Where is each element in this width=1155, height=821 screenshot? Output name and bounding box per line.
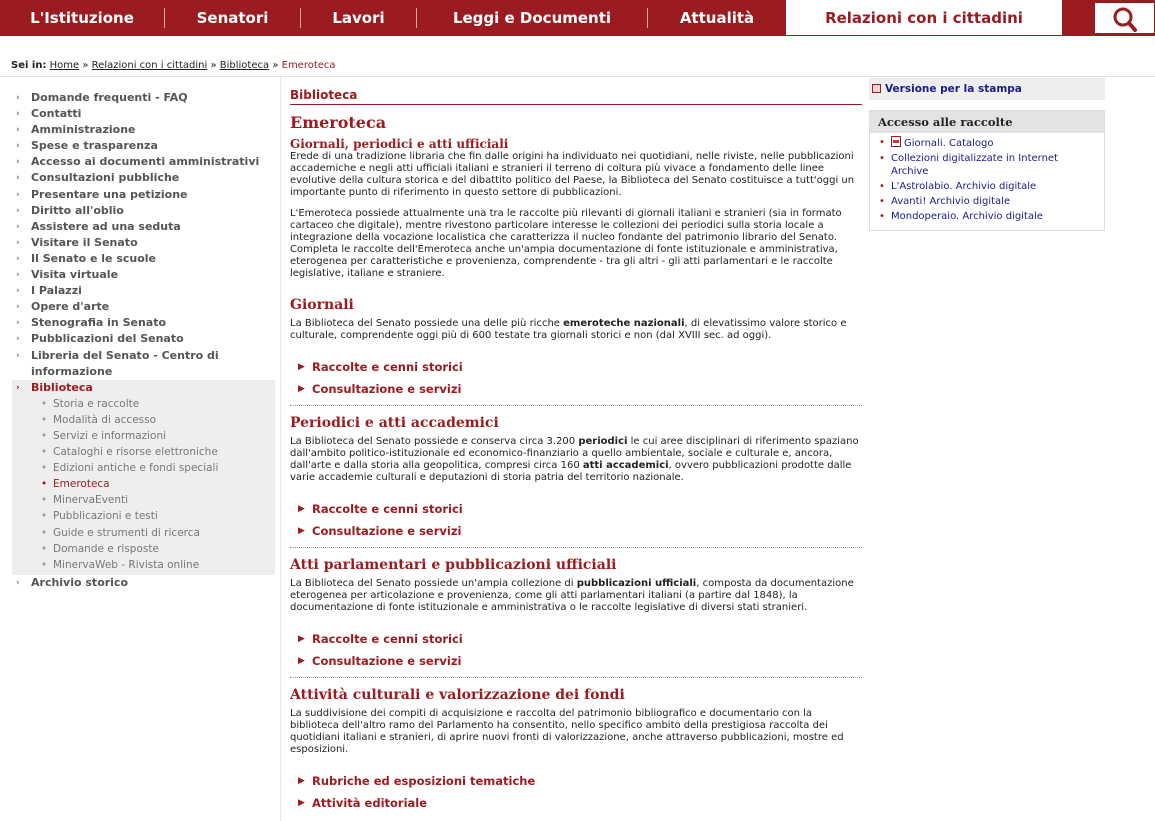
- nav-item-senatori[interactable]: Senatori: [196, 9, 269, 27]
- sidebar-subitem-label: Guide e strumenti di ricerca: [53, 526, 200, 539]
- sidebar-item[interactable]: [12, 299, 275, 315]
- section-divider: [290, 405, 862, 406]
- bullet-icon: •: [879, 181, 885, 193]
- arrow-right-icon: ▶: [298, 656, 305, 666]
- bullet-icon: •: [41, 494, 48, 507]
- sidebar-subitem-label: Emeroteca: [53, 478, 110, 491]
- chevron-right-icon: ›: [16, 318, 20, 329]
- sidebar-item-label: I Palazzi: [31, 284, 82, 298]
- paragraph-text: , ovvero pubblicazioni prodotte dalle varie accademie culturali e deputazioni di storia patria del territorio nazionale.: [290, 460, 852, 483]
- bullet-icon: •: [41, 413, 48, 426]
- sidebar-item[interactable]: [12, 251, 275, 267]
- sidebar-item[interactable]: [12, 138, 275, 154]
- section-link-label: Consultazione e servizi: [312, 654, 462, 668]
- sidebar-subitem-label: Storia e raccolte: [53, 397, 140, 410]
- magnifier-icon: [1095, 3, 1155, 35]
- section-link[interactable]: [290, 770, 862, 792]
- chevron-right-icon: ›: [16, 253, 20, 264]
- section-link-label: Raccolte e cenni storici: [312, 360, 463, 374]
- sidebar-subitem[interactable]: [12, 541, 275, 557]
- sidebar-item-label: Opere d'arte: [31, 300, 110, 314]
- bullet-icon: •: [41, 429, 48, 442]
- pdf-icon: [891, 136, 901, 147]
- collection-link[interactable]: [878, 152, 1098, 179]
- sidebar-subitem[interactable]: [12, 476, 275, 492]
- paragraph-text: La Biblioteca del Senato possiede una delle più ricche: [290, 318, 564, 329]
- search-button[interactable]: [1094, 2, 1155, 34]
- sidebar-item-label: Visita virtuale: [31, 268, 119, 282]
- collections-link-list: [870, 133, 1104, 224]
- sidebar-subitem-label: Servizi e informazioni: [53, 429, 167, 442]
- section-title: Atti parlamentari e pubblicazioni ufficiali: [290, 557, 617, 573]
- collection-link-label: Avanti! Archivio digitale: [891, 196, 1011, 208]
- chevron-right-icon: ›: [16, 157, 20, 168]
- chevron-right-icon: ›: [16, 205, 20, 216]
- section-link[interactable]: [290, 356, 862, 378]
- paragraph-text: La Biblioteca del Senato possiede e conserva circa 3.200: [290, 436, 579, 447]
- sidebar-item[interactable]: [12, 331, 275, 347]
- sidebar-item[interactable]: [12, 122, 275, 138]
- sidebar-item-label: Biblioteca: [31, 380, 93, 394]
- collection-link[interactable]: [878, 180, 1098, 193]
- chevron-right-icon: ›: [16, 237, 20, 248]
- bullet-icon: •: [41, 558, 48, 571]
- sidebar-subitem[interactable]: [12, 396, 275, 412]
- collection-link-label: Giornali. Catalogo: [904, 138, 994, 149]
- bullet-icon: •: [41, 478, 48, 491]
- printer-icon: [872, 84, 881, 93]
- collection-link-label: L'Astrolabio. Archivio digitale: [891, 181, 1037, 193]
- sidebar-item-label: Diritto all'oblio: [31, 203, 124, 217]
- nav-item-relazioni-cittadini[interactable]: Relazioni con i cittadini: [786, 0, 1062, 36]
- search-area: [1062, 0, 1155, 36]
- sidebar-subitem-label: Pubblicazioni e testi: [53, 510, 158, 523]
- chevron-right-icon: ›: [16, 173, 20, 184]
- emphasis-text: atti accademici: [582, 460, 669, 471]
- section-link-label: Raccolte e cenni storici: [312, 502, 463, 516]
- bullet-icon: •: [879, 152, 885, 164]
- sidebar-item-label: Il Senato e le scuole: [31, 251, 157, 265]
- emphasis-text: periodici: [578, 436, 628, 447]
- chevron-right-icon: ›: [16, 189, 20, 200]
- sidebar-item-label: Pubblicazioni del Senato: [31, 332, 184, 346]
- sidebar-item-label: Stenografia in Senato: [31, 316, 167, 330]
- section-paragraph: [290, 436, 862, 484]
- collections-access-box: [869, 110, 1105, 231]
- chevron-right-icon: ›: [16, 577, 20, 588]
- print-version-label: Versione per la stampa: [885, 83, 1022, 95]
- top-navigation: [0, 0, 1155, 36]
- arrow-right-icon: ▶: [298, 798, 305, 808]
- sidebar-item-label: Assistere ad una seduta: [31, 219, 181, 233]
- arrow-right-icon: ▶: [298, 362, 305, 372]
- sidebar-item-label: Visitare il Senato: [31, 235, 138, 249]
- section-link[interactable]: [290, 520, 862, 542]
- nav-item-leggi-documenti[interactable]: Leggi e Documenti: [452, 9, 612, 27]
- chevron-right-icon: ›: [16, 350, 20, 361]
- sidebar-item[interactable]: [12, 90, 275, 106]
- chevron-right-icon: ›: [16, 221, 20, 232]
- breadcrumb-link-biblioteca[interactable]: Biblioteca: [219, 60, 270, 71]
- sidebar-subitem-label: Domande e risposte: [53, 542, 159, 555]
- emphasis-text: pubblicazioni ufficiali: [576, 578, 697, 589]
- collections-box-title: Accesso alle raccolte: [870, 111, 1104, 133]
- section-paragraph: [290, 578, 862, 614]
- header-divider: [0, 76, 1155, 77]
- collection-link[interactable]: [878, 136, 1098, 150]
- bullet-icon: •: [879, 196, 885, 208]
- paragraph-text: le cui aree disciplinari di riferimento spaziano dall'ambito politico-istituzionale ed economico-finanziario a quello ambientale, sociale e culturale e, ancora, dall'arte e dalla storia alla geopolitica, compresi circa 160: [290, 436, 859, 471]
- sidebar-subitem[interactable]: [12, 444, 275, 460]
- collection-link-label: Mondoperaio. Archivio digitale: [891, 211, 1043, 223]
- bullet-icon: •: [41, 526, 48, 539]
- sidebar-subitem-label: Edizioni antiche e fondi speciali: [53, 462, 219, 475]
- sidebar-subitem[interactable]: [12, 508, 275, 524]
- main-content: [290, 88, 862, 814]
- page-subtitle: Giornali, periodici e atti ufficiali: [290, 137, 509, 151]
- intro-paragraph: L'Emeroteca possiede attualmente una tra le raccolte più rilevanti di giornali italiani e stranieri (sia in formato cartaceo che digitale), mentre rivestono particolare interesse le collezioni dei periodici sulla storia locale a integrazione della vocazione localistica che caratterizza il nucleo fondante del patrimonio librario del Senato. Completa le raccolte dell'Emeroteca anche un'ampia documentazione di fonte istituzionale e amministrativa, eterogenea per caratteristiche e provenienza, comprendente - tra gli altri - gli atti parlamentari e le raccolte legislative, italiane e straniere.: [290, 208, 842, 279]
- section-link[interactable]: [290, 498, 862, 520]
- section-link-label: Raccolte e cenni storici: [312, 632, 463, 646]
- sidebar-item[interactable]: [12, 267, 275, 283]
- paragraph-text: La suddivisione dei compiti di acquisizione e raccolta del patrimonio bibliografico e documentario con la biblioteca dell'altro ramo del Parlamento ha consentito, nello specifico ambito della prestigiosa raccolta dei quotidiani italiani e stranieri, di aprire nuovi fronti di valorizzazione, anche attraverso pubblicazioni, mostre ed esposizioni.: [290, 708, 844, 755]
- sidebar-subitem[interactable]: [12, 525, 275, 541]
- bullet-icon: •: [41, 542, 48, 555]
- sidebar-subitem[interactable]: [12, 428, 275, 444]
- chevron-down-icon: ›: [16, 382, 20, 393]
- bullet-icon: •: [41, 462, 48, 475]
- sidebar-item-biblioteca[interactable]: [12, 380, 275, 396]
- sidebar-subitem[interactable]: [12, 492, 275, 508]
- chevron-right-icon: ›: [16, 93, 20, 103]
- breadcrumb-link-relazioni[interactable]: Relazioni con i cittadini: [91, 60, 208, 71]
- chevron-right-icon: ›: [16, 141, 20, 152]
- nav-item-lavori[interactable]: Lavori: [332, 9, 385, 27]
- paragraph-text: , di elevatissimo valore storico e culturale, comprendente oggi più di 600 testate tra giornali storici e non (dal XVIII sec. ad oggi).: [290, 318, 847, 341]
- section-link[interactable]: [290, 628, 862, 650]
- sidebar-menu: [12, 90, 275, 591]
- sidebar-item[interactable]: [12, 235, 275, 251]
- section-link-label: Consultazione e servizi: [312, 382, 462, 396]
- section-link[interactable]: [290, 792, 862, 814]
- chevron-right-icon: ›: [16, 334, 20, 345]
- sidebar-item-label: Archivio storico: [31, 575, 129, 589]
- paragraph-text: , composta da documentazione eterogenea per articolazione e provenienza, come gli atti parlamentari italiani (a partire dal 1848), la documentazione di fonte istituzionale e amministrativa o le raccolte legislative di diversi stati stranieri.: [290, 578, 854, 613]
- intro-paragraph: Erede di una tradizione libraria che fin dalle origini ha individuato nei quotidiani, nelle riviste, nelle pubblicazioni accademiche e negli atti ufficiali italiani e stranieri il terreno di coltura più vivace a fondamento delle linee evolutive della cultura storica e del dibattito politico del Paese, la Biblioteca del Senato costituisce a tutt'oggi un importante punto di riferimento in questo settore di pubblicazioni.: [290, 151, 855, 198]
- sidebar-subitem-label: Modalità di accesso: [53, 413, 157, 426]
- sidebar-subitem[interactable]: [12, 460, 275, 476]
- bullet-icon: •: [879, 137, 885, 148]
- arrow-right-icon: ▶: [298, 634, 305, 644]
- arrow-right-icon: ▶: [298, 776, 305, 786]
- sidebar-subitem[interactable]: [12, 557, 275, 573]
- sidebar-item-label: Domande frequenti - FAQ: [31, 91, 188, 104]
- sidebar-subitem-label: MinervaEventi: [53, 494, 129, 507]
- sidebar-item-label: Amministrazione: [31, 123, 136, 137]
- sidebar-item[interactable]: [12, 575, 275, 591]
- sidebar-item-label: Presentare una petizione: [31, 187, 188, 201]
- section-title: Attività culturali e valorizzazione dei fondi: [290, 687, 625, 703]
- sidebar-item[interactable]: [12, 219, 275, 235]
- breadcrumb-separator: »: [210, 60, 217, 71]
- collection-link[interactable]: [878, 210, 1098, 223]
- bullet-icon: •: [41, 510, 48, 523]
- sidebar-subitem-label: Cataloghi e risorse elettroniche: [53, 446, 218, 459]
- sidebar-item[interactable]: [12, 315, 275, 331]
- sidebar-item[interactable]: [12, 203, 275, 219]
- chevron-right-icon: ›: [16, 109, 20, 120]
- section-paragraph: [290, 708, 862, 756]
- sidebar-submenu: [12, 396, 275, 575]
- section-title: Periodici e atti accademici: [290, 415, 499, 431]
- breadcrumb-current: Emeroteca: [281, 60, 336, 71]
- breadcrumb-link-home[interactable]: Home: [49, 60, 80, 71]
- sidebar-subitem-label: MinervaWeb - Rivista online: [53, 558, 200, 571]
- section-paragraph: [290, 318, 862, 342]
- sidebar-subitem[interactable]: [12, 412, 275, 428]
- breadcrumb-separator: »: [82, 60, 89, 71]
- nav-item-istituzione[interactable]: L'Istituzione: [30, 9, 134, 27]
- arrow-right-icon: ▶: [298, 384, 305, 394]
- sidebar-item[interactable]: [12, 170, 275, 186]
- section-link[interactable]: [290, 378, 862, 400]
- sidebar-item[interactable]: [12, 187, 275, 203]
- bullet-icon: •: [879, 211, 885, 223]
- collection-link[interactable]: [878, 195, 1098, 208]
- chevron-right-icon: ›: [16, 286, 20, 297]
- arrow-right-icon: ▶: [298, 526, 305, 536]
- section-divider: [290, 547, 862, 548]
- breadcrumb-separator: »: [272, 60, 279, 71]
- breadcrumb-label: Sei in:: [11, 60, 47, 71]
- chevron-right-icon: ›: [16, 270, 20, 281]
- bullet-icon: •: [41, 397, 48, 410]
- sidebar-item-label: Contatti: [31, 107, 82, 121]
- nav-item-attualita[interactable]: Attualità: [679, 9, 755, 27]
- sidebar-item-label: Accesso ai documenti amministrativi: [31, 155, 260, 169]
- breadcrumb: [11, 60, 336, 71]
- chevron-right-icon: ›: [16, 302, 20, 313]
- chevron-right-icon: ›: [16, 125, 20, 136]
- sidebar-item-label: Spese e trasparenza: [31, 139, 158, 153]
- print-version-link[interactable]: [869, 78, 1105, 100]
- sidebar-item[interactable]: [12, 154, 275, 170]
- section-divider: [290, 677, 862, 678]
- section-heading: Biblioteca: [290, 88, 862, 105]
- section-title: Giornali: [290, 297, 354, 313]
- column-divider: [280, 77, 281, 821]
- section-link[interactable]: [290, 650, 862, 672]
- emphasis-text: emeroteche nazionali: [563, 318, 685, 329]
- sidebar-item[interactable]: [12, 348, 275, 380]
- page-title: Emeroteca: [290, 113, 387, 132]
- section-link-label: Consultazione e servizi: [312, 524, 462, 538]
- sidebar-item-label: Libreria del Senato - Centro di informazione: [31, 348, 219, 378]
- sidebar-item[interactable]: [12, 283, 275, 299]
- collection-link-label: Collezioni digitalizzate in Internet Archive: [891, 152, 1058, 178]
- arrow-right-icon: ▶: [298, 504, 305, 514]
- sidebar-item-label: Consultazioni pubbliche: [31, 171, 180, 185]
- bullet-icon: •: [41, 446, 48, 459]
- paragraph-text: La Biblioteca del Senato possiede un'ampia collezione di: [290, 578, 577, 589]
- sidebar-item[interactable]: [12, 106, 275, 122]
- section-link-label: Attività editoriale: [312, 796, 428, 810]
- section-link-label: Rubriche ed esposizioni tematiche: [312, 774, 536, 788]
